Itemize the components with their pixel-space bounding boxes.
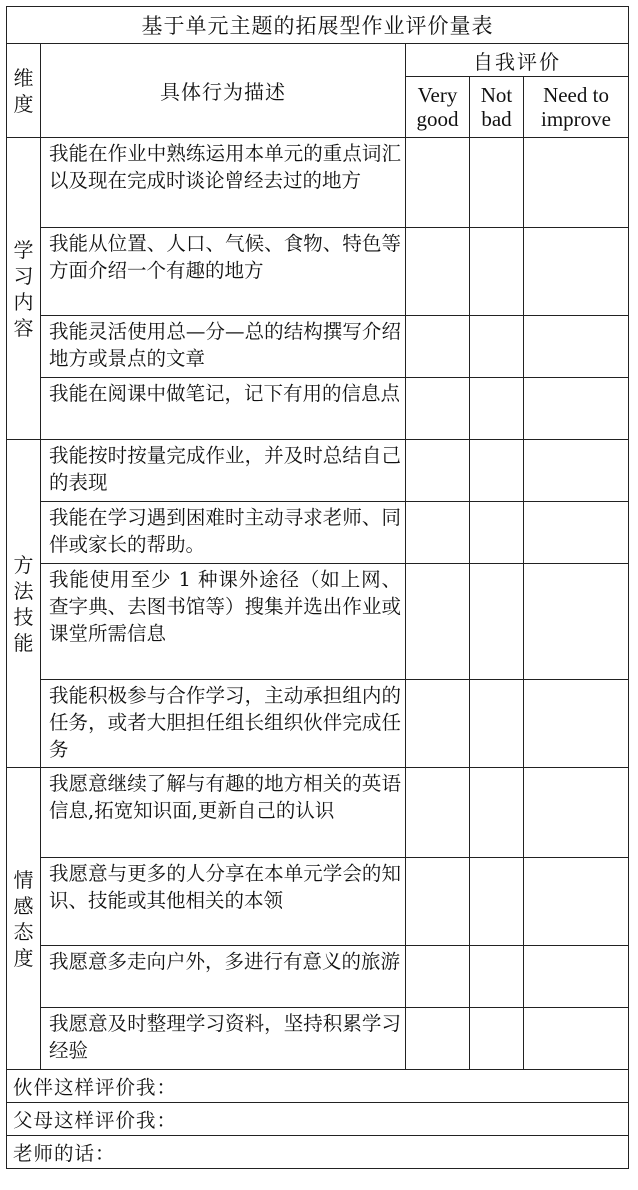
behavior-description: 我能灵活使用总—分—总的结构撰写介绍地方或景点的文章 (41, 316, 406, 378)
rating-cell-very-good[interactable] (406, 858, 470, 946)
dimension-learning-content: 学习内容 (7, 138, 41, 440)
rating-cell-very-good[interactable] (406, 316, 470, 378)
rating-cell-need-improve[interactable] (524, 1008, 629, 1070)
rating-need-improve-header: Need to improve (524, 77, 629, 138)
rating-cell-very-good[interactable] (406, 502, 470, 564)
parent-evaluation-field[interactable]: 父母这样评价我： (7, 1103, 629, 1136)
behavior-description: 我愿意及时整理学习资料，坚持积累学习经验 (41, 1008, 406, 1070)
dimension-header: 维度 (7, 44, 41, 138)
rating-cell-very-good[interactable] (406, 564, 470, 680)
rating-cell-not-bad[interactable] (470, 138, 524, 228)
rating-cell-need-improve[interactable] (524, 768, 629, 858)
rating-cell-very-good[interactable] (406, 440, 470, 502)
rating-cell-very-good[interactable] (406, 768, 470, 858)
rating-cell-need-improve[interactable] (524, 138, 629, 228)
behavior-description: 我能积极参与合作学习，主动承担组内的任务，或者大胆担任组长组织伙伴完成任务 (41, 680, 406, 768)
rating-cell-need-improve[interactable] (524, 378, 629, 440)
rating-cell-not-bad[interactable] (470, 946, 524, 1008)
rating-cell-not-bad[interactable] (470, 858, 524, 946)
dimension-methods-skills: 方法技能 (7, 440, 41, 768)
rating-cell-not-bad[interactable] (470, 440, 524, 502)
rating-cell-very-good[interactable] (406, 1008, 470, 1070)
rating-cell-need-improve[interactable] (524, 680, 629, 768)
description-header: 具体行为描述 (41, 44, 406, 138)
rating-cell-need-improve[interactable] (524, 502, 629, 564)
evaluation-form (6, 6, 628, 1169)
rating-cell-need-improve[interactable] (524, 858, 629, 946)
rating-cell-not-bad[interactable] (470, 502, 524, 564)
behavior-description: 我能按时按量完成作业，并及时总结自己的表现 (41, 440, 406, 502)
rating-very-good-header: Very good (406, 77, 470, 138)
table-title: 基于单元主题的拓展型作业评价量表 (7, 7, 629, 44)
rating-cell-very-good[interactable] (406, 378, 470, 440)
rating-cell-very-good[interactable] (406, 680, 470, 768)
rating-not-bad-header: Not bad (470, 77, 524, 138)
self-eval-header: 自我评价 (406, 44, 629, 77)
behavior-description: 我愿意多走向户外，多进行有意义的旅游 (41, 946, 406, 1008)
rating-cell-very-good[interactable] (406, 228, 470, 316)
rating-cell-not-bad[interactable] (470, 680, 524, 768)
rating-cell-not-bad[interactable] (470, 768, 524, 858)
rating-cell-very-good[interactable] (406, 138, 470, 228)
behavior-description: 我愿意继续了解与有趣的地方相关的英语信息,拓宽知识面,更新自己的认识 (41, 768, 406, 858)
rating-cell-not-bad[interactable] (470, 228, 524, 316)
rating-cell-need-improve[interactable] (524, 564, 629, 680)
behavior-description: 我愿意与更多的人分享在本单元学会的知识、技能或其他相关的本领 (41, 858, 406, 946)
rating-cell-need-improve[interactable] (524, 440, 629, 502)
dimension-attitudes: 情感态度 (7, 768, 41, 1070)
behavior-description: 我能从位置、人口、气候、食物、特色等方面介绍一个有趣的地方 (41, 228, 406, 316)
rating-cell-need-improve[interactable] (524, 946, 629, 1008)
behavior-description: 我能在作业中熟练运用本单元的重点词汇以及现在完成时谈论曾经去过的地方 (41, 138, 406, 228)
behavior-description: 我能在阅课中做笔记，记下有用的信息点 (41, 378, 406, 440)
rating-cell-not-bad[interactable] (470, 1008, 524, 1070)
teacher-comment-field[interactable]: 老师的话： (7, 1136, 629, 1169)
behavior-description: 我能使用至少 1 种课外途径（如上网、查字典、去图书馆等）搜集并选出作业或课堂所需信息 (41, 564, 406, 680)
rating-cell-not-bad[interactable] (470, 564, 524, 680)
rating-cell-not-bad[interactable] (470, 316, 524, 378)
peer-evaluation-field[interactable]: 伙伴这样评价我： (7, 1070, 629, 1103)
rating-cell-need-improve[interactable] (524, 316, 629, 378)
rating-cell-not-bad[interactable] (470, 378, 524, 440)
evaluation-table (6, 6, 629, 1169)
rating-cell-need-improve[interactable] (524, 228, 629, 316)
behavior-description: 我能在学习遇到困难时主动寻求老师、同伴或家长的帮助。 (41, 502, 406, 564)
rating-cell-very-good[interactable] (406, 946, 470, 1008)
